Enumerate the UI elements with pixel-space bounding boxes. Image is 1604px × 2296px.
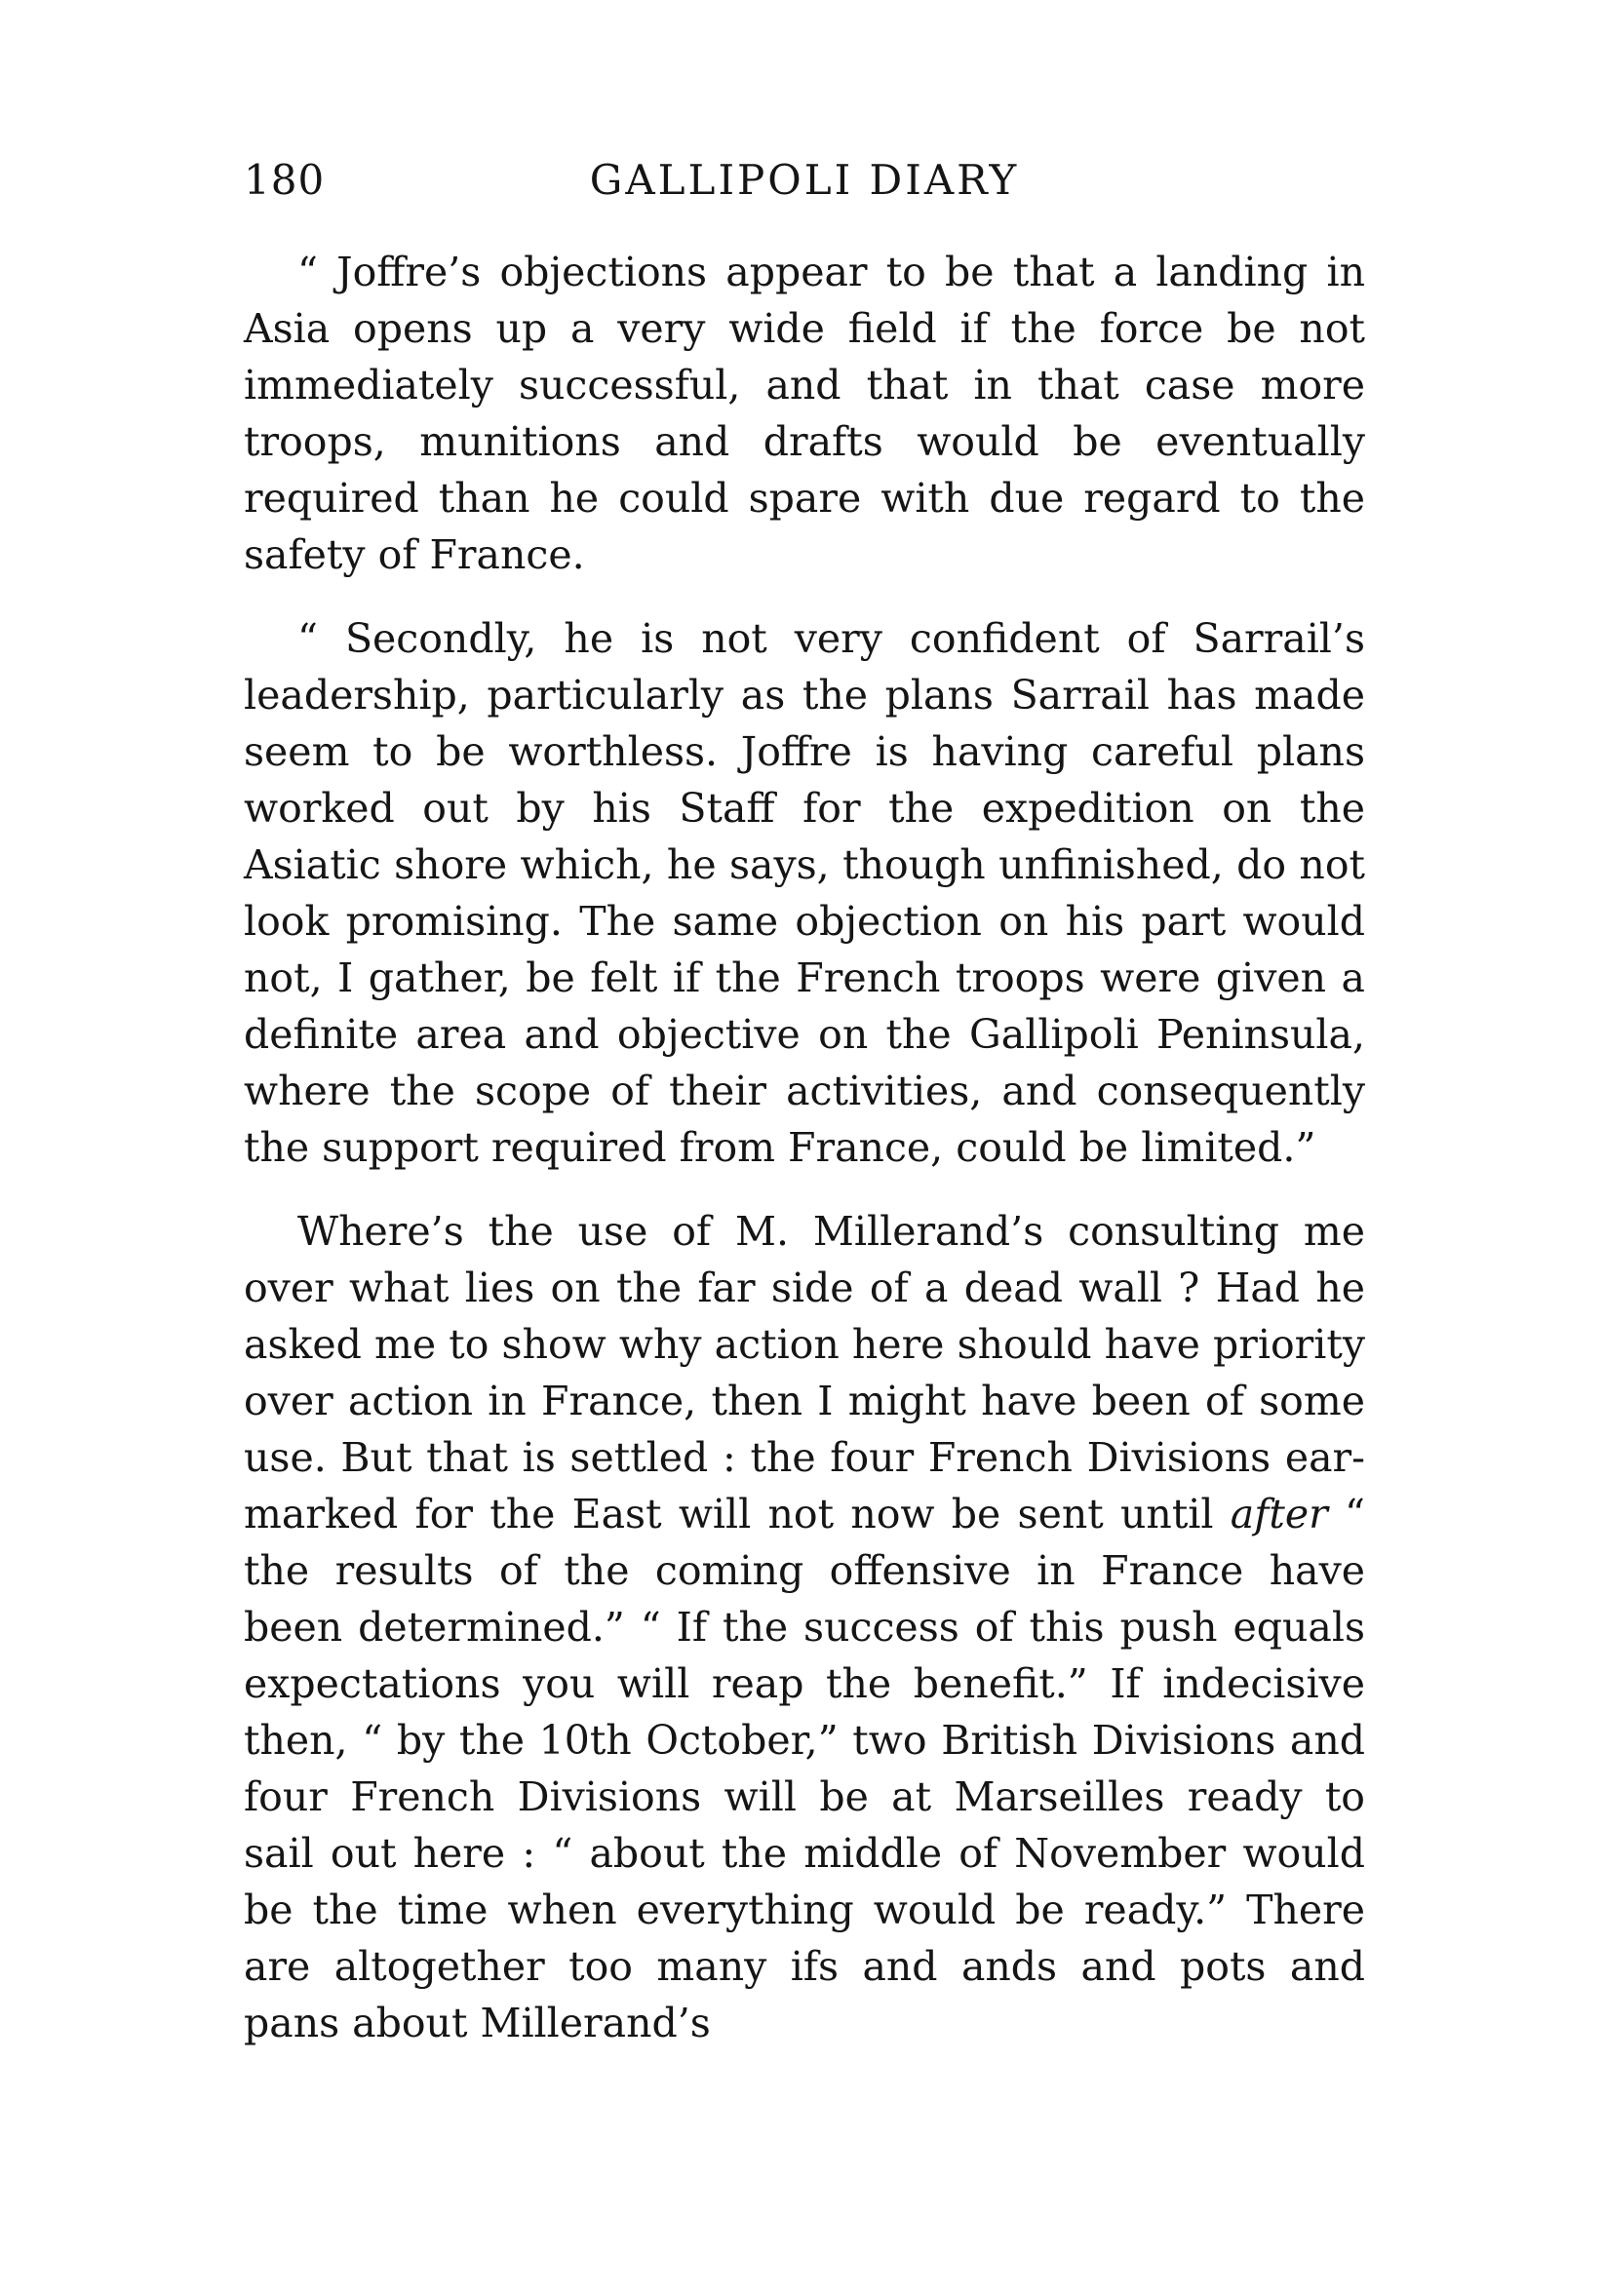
paragraph-joffre-objections: “ Joffre’s objections appear to be that a landing in Asia opens up a very wide field if the force be not immediately successful, and that in that case more troops, munitions and drafts would be eventually required than he could spare with due regard to the safety of France. [244,249,1365,578]
book-page [244,156,1365,2051]
running-title: GALLIPOLI DIARY [589,156,1020,204]
paragraph-text-after-italic: “ the results of the coming offensive in France have been determined.” “ If the success of this push equals expectations you will reap the benefit.” If indecisive then, “ by the 10th October,” two British Divisions and four French Divisions will be at Marseilles ready to sail out here : “ about the middle of November would be the time when everything would be ready.” There are altogether too many ifs and ands and pots and pans about Millerand’s [244,1491,1365,2046]
page-number: 180 [244,156,326,204]
italic-word: after [1230,1491,1328,1537]
page-header [244,156,1365,224]
paragraph-millerand [244,1203,1365,2051]
paragraph-text-before-italic: Where’s the use of M. Millerand’s consulting me over what lies on the far side of a dead wall ? Had he asked me to show why action here should have priority over action in France, then I might have been of some use. But that is settled : the four French Divisions ear-marked for the East will not now be sent until [244,1208,1365,1537]
paragraph-secondly: “ Secondly, he is not very confident of Sarrail’s leadership, particularly as the plans Sarrail has made seem to be worthless. Joffre is having careful plans worked out by his Staff for the expedition on the Asiatic shore which, he says, though unfinished, do not look promising. The same objection on his part would not, I gather, be felt if the French troops were given a definite area and objective on the Gallipoli Peninsula, where the scope of their activities, and consequently the support required from France, could be limited.” [244,615,1365,1171]
